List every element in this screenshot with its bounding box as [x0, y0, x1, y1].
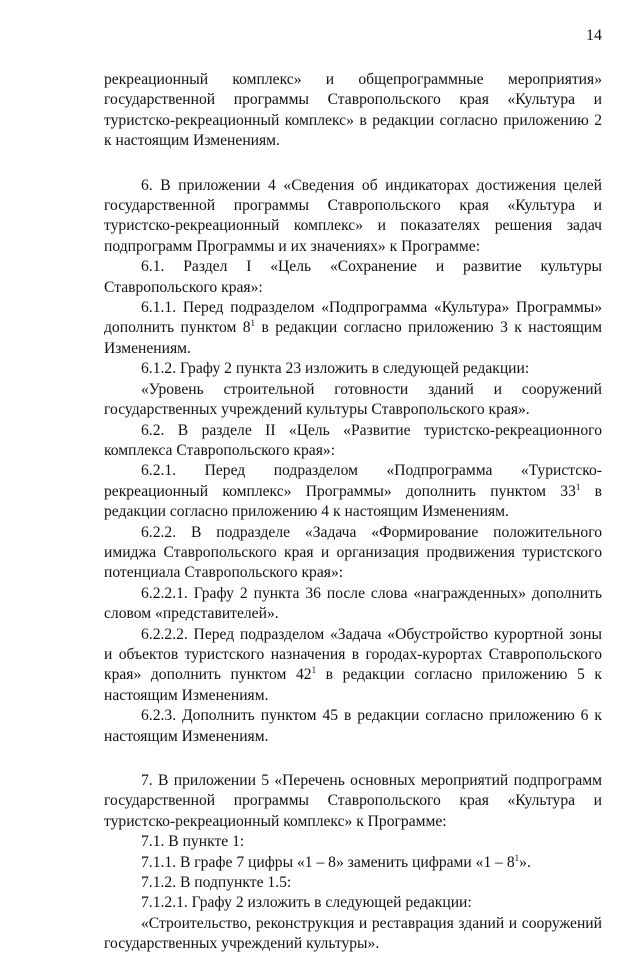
paragraph-item-6-2-3: 6.2.3. Дополнить пунктом 45 в редакции согласно приложению 6 к настоящим Изменениям.	[104, 707, 602, 745]
paragraph-item-7-1-2: 7.1.2. В подпункте 1.5:	[141, 874, 292, 892]
paragraph-quote-6-1-2: «Уровень строительной готовности зданий и сооружений государственных учреждений культуры Ставропольского края».	[104, 380, 602, 419]
paragraph-item-6: 6. В приложении 4 «Сведения об индикаторах достижения целей государственной программы Ставропольского края «Культура и туристско-рекреационный комплекс» и показателях решения задач подпрограмм Программы и их значениях» к Программе:	[104, 176, 602, 255]
paragraph-item-6-2-2-1: 6.2.2.1. Графу 2 пункта 36 после слова «награжденных» дополнить словом «представителей».	[104, 584, 602, 623]
paragraph-item-6-1-2: 6.1.2. Графу 2 пункта 23 изложить в следующей редакции:	[141, 360, 530, 378]
paragraph-item-6-2: 6.2. В разделе II «Цель «Развитие туристско-рекреационного комплекса Ставропольского края»:	[104, 421, 602, 459]
paragraph-quote-7-1-2-1: «Строительство, реконструкция и реставрация зданий и сооружений государственных учреждений культуры».	[104, 914, 602, 953]
paragraph-item-7-1-2-1: 7.1.2.1. Графу 2 изложить в следующей редакции:	[141, 894, 472, 912]
paragraph-continuation: рекреационный комплекс» и общепрограммные мероприятия» государственной программы Ставропольского края «Культура и туристско-рекреационный комплекс» в редакции согласно приложению 2 к настоящим Изменениям.	[104, 71, 602, 150]
paragraph-item-6-2-1: 6.2.1. Перед подразделом «Подпрограмма «Туристско-рекреационный комплекс» Программы» дополнить пунктом $33^1$ в редакции согласно приложению 4 к настоящим Изменениям.	[104, 462, 602, 521]
paragraph-item-7: 7. В приложении 5 «Перечень основных мероприятий подпрограмм государственной программы Ставропольского края «Культура и туристско-рекреационный комплекс» к Программе:	[104, 772, 602, 830]
page-number: 14	[586, 27, 602, 44]
paragraph-item-6-2-2-2: 6.2.2.2. Перед подразделом «Задача «Обустройство курортной зоны и объектов туристского назначения в городах-курортах Ставропольского края» дополнить пунктом $42^1$ в редакции согласно приложению 5 к настоящим Изменениям.	[104, 625, 603, 704]
document-body	[104, 70, 602, 955]
paragraph-item-7-1-1: 7.1.1. В графе 7 цифры «1 – 8» заменить цифрами «$1 - 8^1$».	[141, 852, 531, 871]
paragraph-item-6-2-2: 6.2.2. В подразделе «Задача «Формирование положительного имиджа Ставропольского края и организация продвижения туристского потенциала Ставропольского края»:	[104, 523, 602, 582]
paragraph-item-6-1-1: 6.1.1. Перед подразделом «Подпрограмма «Культура» Программы» дополнить пунктом $8^1$ в редакции согласно приложению 3 к настоящим Изменениям.	[104, 299, 602, 357]
paragraph-item-6-1: 6.1. Раздел I «Цель «Сохранение и развитие культуры Ставропольского края»:	[104, 258, 602, 296]
paragraph-item-7-1: 7.1. В пункте 1:	[141, 833, 245, 851]
